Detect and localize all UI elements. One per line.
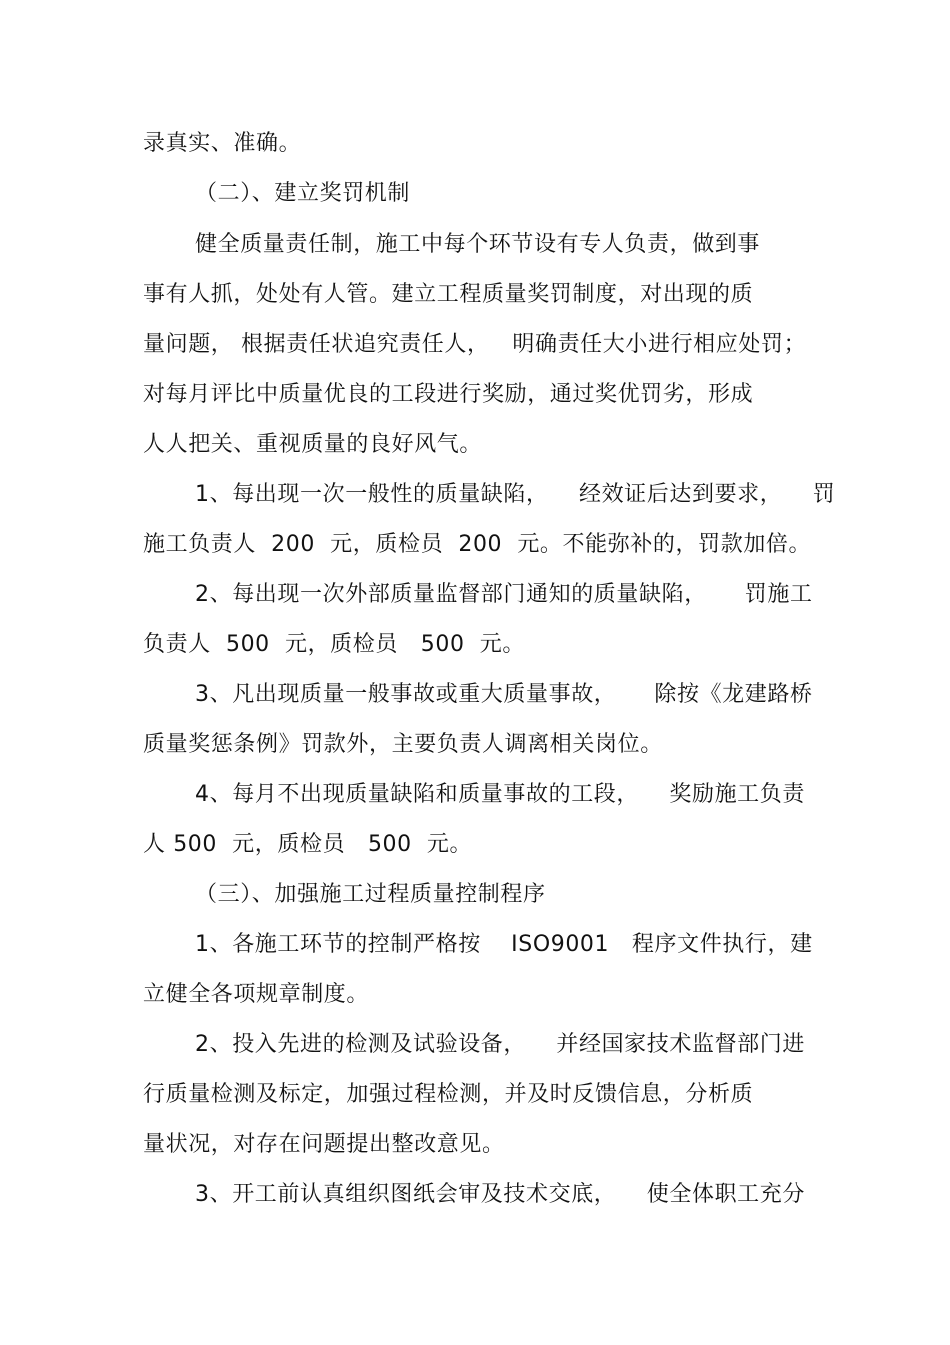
text-line: 量问题， 根据责任状追究责任人， 明确责任大小进行相应处罚； <box>143 332 807 357</box>
text-line: 负责人 500 元，质检员 500 元。 <box>143 632 525 657</box>
text-line: 量状况，对存在问题提出整改意见。 <box>143 1132 505 1157</box>
text-line: 人人把关、重视质量的良好风气。 <box>143 432 483 457</box>
text-line: 1、各施工环节的控制严格按 ISO9001 程序文件执行，建 <box>195 932 813 957</box>
section-heading: （三）、加强施工过程质量控制程序 <box>195 882 546 907</box>
text-line: 事有人抓，处处有人管。建立工程质量奖罚制度，对出现的质 <box>143 282 754 307</box>
text-line: 行质量检测及标定，加强过程检测，并及时反馈信息，分析质 <box>143 1082 754 1107</box>
text-line: 施工负责人 200 元，质检员 200 元。不能弥补的，罚款加倍。 <box>143 532 812 557</box>
text-line: 健全质量责任制，施工中每个环节设有专人负责，做到事 <box>195 232 761 257</box>
text-line: 4、每月不出现质量缺陷和质量事故的工段， 奖励施工负责 <box>195 782 805 807</box>
text-line: 立健全各项规章制度。 <box>143 982 370 1007</box>
text-line: 质量奖惩条例》罚款外，主要负责人调离相关岗位。 <box>143 732 663 757</box>
text-line: 3、凡出现质量一般事故或重大质量事故， 除按《龙建路桥 <box>195 682 813 707</box>
text-line: 2、投入先进的检测及试验设备， 并经国家技术监督部门进 <box>195 1032 805 1057</box>
text-line: 3、开工前认真组织图纸会审及技术交底， 使全体职工充分 <box>195 1182 805 1207</box>
text-line: 2、每出现一次外部质量监督部门通知的质量缺陷， 罚施工 <box>195 582 813 607</box>
text-line: 录真实、准确。 <box>143 131 302 156</box>
text-line: 人 500 元，质检员 500 元。 <box>143 832 473 857</box>
text-line: 1、每出现一次一般性的质量缺陷， 经效证后达到要求， 罚 <box>195 482 836 507</box>
text-line: 对每月评比中质量优良的工段进行奖励，通过奖优罚劣，形成 <box>143 382 754 407</box>
section-heading: （二）、建立奖罚机制 <box>195 181 411 206</box>
